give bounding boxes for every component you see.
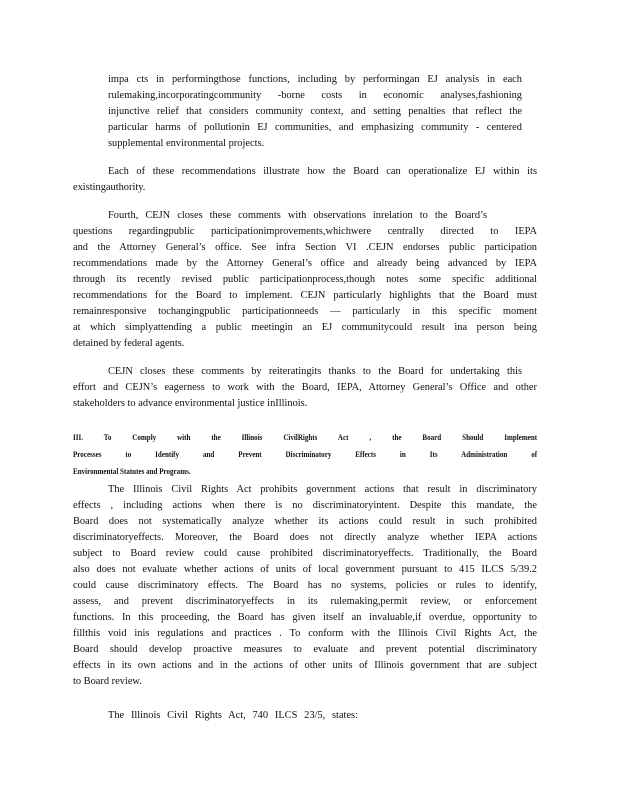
text-line: detained by federal agents. (73, 338, 185, 349)
section-heading-line: Processes to Identify and Prevent Discriminatory Effects in Its Administration of (73, 449, 538, 459)
text-line: could cause discriminatory effects. The Board has no systems, policies or rules to identify, (73, 580, 537, 591)
text-line: remainresponsive tochangingpublic participationneeds — particularly in this specific moment (73, 306, 537, 317)
text-line: Fourth, CEJN closes these comments with observations inrelation to the Board’s (108, 210, 487, 221)
text-line: supplemental environmental projects. (108, 138, 265, 149)
text-line: Board should develop proactive measures to evaluate and prevent potential discriminatory (73, 644, 537, 655)
text-line: and the Attorney General’s office. See infra Section VI .CEJN endorses public participation (73, 242, 537, 253)
text-line: effects in its own actions and in the actions of other units of Illinois government that are subject (73, 660, 537, 671)
text-line: rulemaking,incorporatingcommunity -borne costs in economic analyses,fashioning (108, 90, 522, 101)
text-line: effort and CEJN’s eagerness to work with the Board, IEPA, Attorney General’s Office and other (73, 382, 537, 393)
text-line: functions. In this proceeding, the Board has given itself an invaluable,if overdue, opportunity to (73, 612, 537, 623)
text-line: injunctive relief that considers community context, and setting penalties that reflect the (108, 106, 522, 117)
section-heading-line: III. To Comply with the Illinois CivilRights Act , the Board Should Implement (73, 432, 538, 442)
text-line: fillthis void inis regulations and practices . To conform with the Illinois Civil Rights Act, the (73, 628, 537, 639)
text-line: The Illinois Civil Rights Act prohibits government actions that result in discriminatory (108, 484, 537, 495)
text-line: recommendations made by the Attorney General’s office and already being advanced by IEPA (73, 258, 537, 269)
text-line: existingauthority. (73, 182, 146, 193)
section-heading-line: Environmental Statutes and Programs. (73, 466, 191, 476)
text-line: Board does not systematically analyze whether its actions could result in such prohibited (73, 516, 537, 527)
text-line: CEJN closes these comments by reiteratingits thanks to the Board for undertaking this (108, 366, 522, 377)
text-line: particular harms of pollutionin EJ communities, and emphasizing community - centered (108, 122, 522, 133)
text-line: impa cts in performingthose functions, including by performingan EJ analysis in each (108, 74, 522, 85)
text-line: also does not evaluate whether actions of units of local government pursuant to 415 ILCS 5/39.2 (73, 564, 537, 575)
text-line: at which simplyattending a public meetingin an EJ communitycould result ina person being (73, 322, 537, 333)
text-line: subject to Board review could cause prohibited discriminatoryeffects. Traditionally, the Board (73, 548, 537, 559)
text-line: Each of these recommendations illustrate how the Board can operationalize EJ within its (108, 166, 537, 177)
text-line: recommendations for the Board to implement. CEJN particularly highlights that the Board must (73, 290, 537, 301)
text-line: through its recently revised public participationprocess,though notes some specific additional (73, 274, 537, 285)
text-line: The Illinois Civil Rights Act, 740 ILCS 23/5, states: (108, 710, 358, 721)
text-line: questions regardingpublic participationimprovements,whichwere centrally directed to IEPA (73, 226, 537, 237)
text-line: effects , including actions when there is no discriminatoryintent. Despite this mandate, the (73, 500, 537, 511)
text-line: stakeholders to advance environmental justice inIllinois. (73, 398, 308, 409)
text-line: to Board review. (73, 676, 142, 687)
text-line: assess, and prevent discriminatoryeffects in its rulemaking,permit review, or enforcement (73, 596, 537, 607)
text-line: discriminatoryeffects. Moreover, the Board does not directly analyze whether IEPA actions (73, 532, 537, 543)
